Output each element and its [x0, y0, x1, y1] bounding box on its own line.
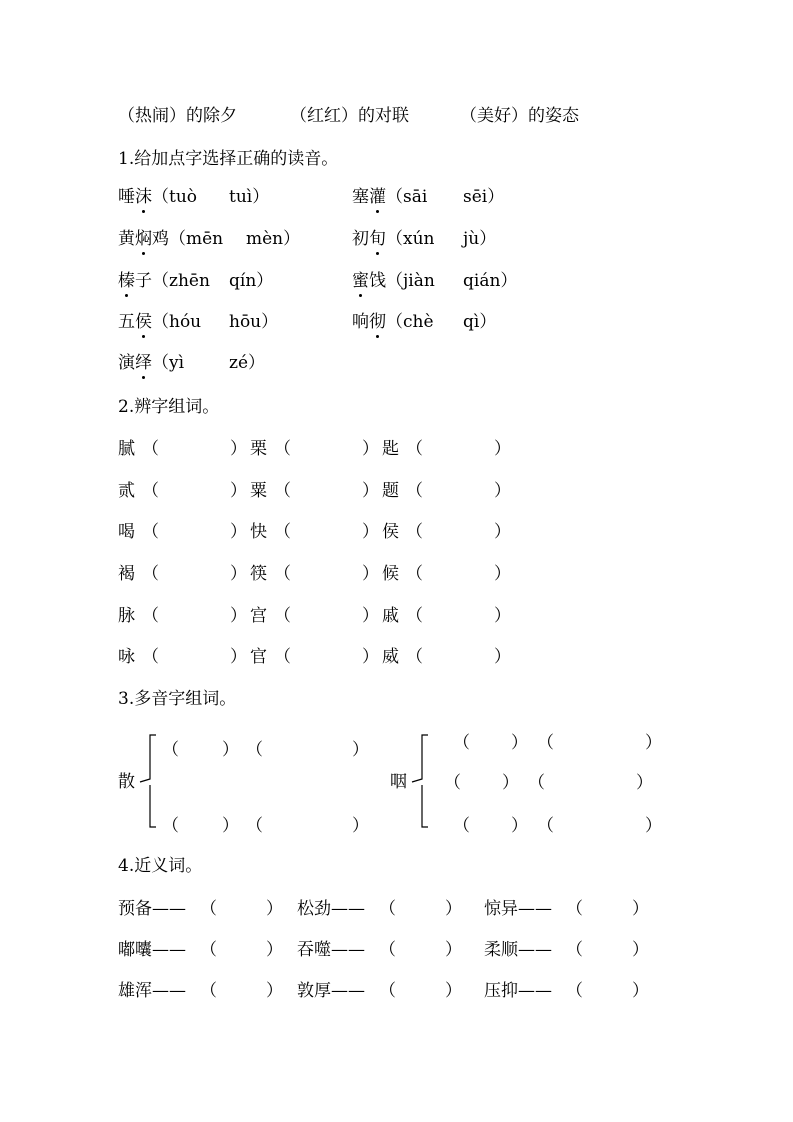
paren-open: （	[162, 816, 179, 836]
word-blank[interactable]	[428, 563, 498, 585]
word-blank[interactable]	[428, 438, 498, 460]
paren-close: ）	[500, 271, 518, 291]
section-title: 3.多音字组词。	[118, 689, 237, 709]
dotted-char: 沫	[135, 187, 152, 207]
synonym-prompt: 惊异——	[484, 899, 552, 919]
paren-close: ）	[445, 940, 462, 960]
synonym-prompt: 预备——	[118, 899, 186, 919]
word-char: 初	[352, 229, 369, 249]
word-blank[interactable]	[164, 521, 234, 543]
paren-open: （	[274, 522, 291, 542]
paren-open: （	[142, 564, 159, 584]
word-blank[interactable]	[544, 772, 632, 794]
paren-close: ）	[362, 606, 379, 626]
dotted-char-wrap	[135, 352, 152, 374]
char-to-group: 威	[382, 647, 399, 667]
word-blank[interactable]	[553, 732, 641, 754]
paren-open: （	[200, 899, 217, 919]
paren-open: （	[246, 816, 263, 836]
word-char: 饯	[369, 271, 386, 291]
pinyin-option[interactable]: jù	[463, 229, 480, 249]
word-blank[interactable]	[296, 438, 366, 460]
paren-open: （	[142, 522, 159, 542]
paren-close: ）	[352, 816, 369, 836]
paren-open: （	[152, 312, 169, 332]
paren-close: ）	[266, 940, 283, 960]
pinyin-item	[352, 186, 504, 208]
dotted-char: 侯	[135, 312, 152, 332]
word-blank[interactable]	[164, 438, 234, 460]
paren-close: ）	[494, 481, 511, 501]
paren-close: ）	[636, 773, 653, 793]
dotted-char: 焖	[135, 229, 152, 249]
pinyin-item	[352, 270, 517, 292]
section-title: 1.给加点字选择正确的读音。	[118, 149, 339, 169]
paren-open: （	[537, 733, 554, 753]
synonym-prompt: 嘟囔——	[118, 940, 186, 960]
synonym-blank[interactable]	[218, 939, 268, 961]
paren-close: ）	[494, 606, 511, 626]
header-phrase: （热闹）的除夕	[118, 106, 237, 126]
dotted-char: 彻	[369, 312, 386, 332]
word-blank[interactable]	[296, 480, 366, 502]
paren-close: ）	[494, 522, 511, 542]
paren-close: ）	[222, 740, 239, 760]
dotted-char: 灌	[369, 187, 386, 207]
paren-close: ）	[248, 353, 266, 373]
paren-open: （	[142, 647, 159, 667]
pinyin-option[interactable]: sēi	[463, 187, 488, 207]
pinyin-option[interactable]: hōu	[229, 312, 262, 332]
paren-close: ）	[266, 981, 283, 1001]
paren-open: （	[528, 773, 545, 793]
emphasis-dot	[359, 294, 362, 297]
paren-open: （	[200, 981, 217, 1001]
emphasis-dot	[376, 252, 379, 255]
word-blank[interactable]	[296, 646, 366, 668]
char-to-group: 快	[250, 522, 267, 542]
word-blank[interactable]	[296, 605, 366, 627]
word-blank[interactable]	[428, 521, 498, 543]
char-to-group: 褐	[118, 564, 135, 584]
pinyin-item	[352, 311, 496, 333]
char-to-group: 题	[382, 481, 399, 501]
emphasis-dot	[142, 210, 145, 213]
paren-open: （	[453, 733, 470, 753]
word-blank[interactable]	[178, 739, 224, 761]
paren-open: （	[379, 981, 396, 1001]
polyphone-char: 咽	[390, 772, 407, 792]
paren-open: （	[142, 439, 159, 459]
paren-open: （	[152, 187, 169, 207]
paren-open: （	[406, 564, 423, 584]
word-char: 演	[118, 353, 135, 373]
paren-open: （	[274, 481, 291, 501]
word-blank[interactable]	[296, 563, 366, 585]
char-wrap	[118, 352, 135, 374]
paren-open: （	[406, 647, 423, 667]
pinyin-option[interactable]: hóu	[169, 312, 202, 332]
word-blank[interactable]	[178, 815, 224, 837]
word-blank[interactable]	[164, 480, 234, 502]
synonym-blank[interactable]	[584, 939, 634, 961]
paren-open: （	[169, 229, 186, 249]
dotted-char-wrap	[369, 186, 386, 208]
paren-close: ）	[487, 187, 505, 207]
word-char: 塞	[352, 187, 369, 207]
pinyin-item	[118, 311, 278, 333]
char-wrap	[118, 228, 135, 250]
word-blank[interactable]	[262, 739, 352, 761]
synonym-prompt: 敦厚——	[297, 981, 365, 1001]
paren-open: （	[406, 522, 423, 542]
synonym-prompt: 吞噬——	[297, 940, 365, 960]
char-to-group: 筷	[250, 564, 267, 584]
paren-close: ）	[494, 647, 511, 667]
paren-close: ）	[230, 522, 247, 542]
paren-open: （	[386, 312, 403, 332]
pinyin-option[interactable]: tuì	[229, 187, 253, 207]
word-blank[interactable]	[428, 480, 498, 502]
paren-close: ）	[222, 816, 239, 836]
pinyin-option[interactable]: chè	[403, 312, 434, 332]
paren-close: ）	[511, 816, 528, 836]
emphasis-dot	[142, 376, 145, 379]
section-title: 4.近义词。	[118, 856, 203, 876]
paren-close: ）	[494, 564, 511, 584]
emphasis-dot	[125, 294, 128, 297]
pinyin-option[interactable]: mēn	[186, 229, 224, 249]
synonym-blank[interactable]	[218, 980, 268, 1002]
char-to-group: 宫	[250, 606, 267, 626]
emphasis-dot	[376, 210, 379, 213]
char-to-group: 喝	[118, 522, 135, 542]
char-wrap	[135, 270, 152, 292]
emphasis-dot	[142, 252, 145, 255]
synonym-blank[interactable]	[397, 939, 447, 961]
synonym-blank[interactable]	[218, 898, 268, 920]
paren-close: ）	[362, 439, 379, 459]
char-to-group: 官	[250, 647, 267, 667]
word-char: 子	[135, 271, 152, 291]
word-blank[interactable]	[164, 646, 234, 668]
paren-close: ）	[645, 733, 662, 753]
synonym-prompt: 雄浑——	[118, 981, 186, 1001]
char-to-group: 匙	[382, 439, 399, 459]
synonym-prompt: 压抑——	[484, 981, 552, 1001]
paren-open: （	[386, 229, 403, 249]
paren-close: ）	[479, 229, 497, 249]
paren-open: （	[406, 606, 423, 626]
pinyin-option[interactable]: qín	[229, 271, 257, 291]
header-phrase: （红红）的对联	[290, 106, 409, 126]
dotted-char-wrap	[369, 228, 386, 250]
paren-open: （	[274, 564, 291, 584]
synonym-blank[interactable]	[584, 898, 634, 920]
pinyin-item	[352, 228, 496, 250]
pinyin-option[interactable]: jiàn	[403, 271, 435, 291]
paren-close: ）	[256, 271, 274, 291]
paren-open: （	[162, 740, 179, 760]
pinyin-item	[118, 186, 269, 208]
paren-open: （	[142, 481, 159, 501]
paren-close: ）	[230, 439, 247, 459]
paren-open: （	[566, 981, 583, 1001]
paren-close: ）	[362, 522, 379, 542]
word-char: 唾	[118, 187, 135, 207]
char-to-group: 候	[382, 564, 399, 584]
paren-open: （	[152, 353, 169, 373]
paren-close: ）	[511, 733, 528, 753]
dotted-char-wrap	[369, 311, 386, 333]
paren-open: （	[200, 940, 217, 960]
paren-close: ）	[632, 981, 649, 1001]
paren-close: ）	[362, 647, 379, 667]
paren-close: ）	[445, 899, 462, 919]
synonym-blank[interactable]	[584, 980, 634, 1002]
paren-close: ）	[362, 481, 379, 501]
paren-open: （	[379, 940, 396, 960]
paren-open: （	[406, 481, 423, 501]
paren-close: ）	[362, 564, 379, 584]
dotted-char-wrap	[352, 270, 369, 292]
paren-close: ）	[252, 187, 270, 207]
paren-open: （	[274, 606, 291, 626]
synonym-blank[interactable]	[397, 898, 447, 920]
pinyin-option[interactable]: qián	[463, 271, 501, 291]
pinyin-option[interactable]: yì	[169, 353, 185, 373]
emphasis-dot	[376, 335, 379, 338]
paren-close: ）	[230, 564, 247, 584]
pinyin-option[interactable]: sāi	[403, 187, 428, 207]
synonym-blank[interactable]	[397, 980, 447, 1002]
paren-open: （	[246, 740, 263, 760]
word-blank[interactable]	[471, 815, 515, 837]
polyphone-char: 散	[118, 772, 135, 792]
char-to-group: 腻	[118, 439, 135, 459]
word-blank[interactable]	[428, 605, 498, 627]
paren-close: ）	[502, 773, 519, 793]
word-char: 五	[118, 312, 135, 332]
paren-close: ）	[645, 816, 662, 836]
char-wrap	[352, 228, 369, 250]
paren-open: （	[444, 773, 461, 793]
word-blank[interactable]	[164, 605, 234, 627]
char-to-group: 贰	[118, 481, 135, 501]
paren-close: ）	[494, 439, 511, 459]
word-char: 鸡	[152, 229, 169, 249]
word-blank[interactable]	[164, 563, 234, 585]
word-blank[interactable]	[262, 815, 352, 837]
char-wrap	[118, 186, 135, 208]
pinyin-option[interactable]: qì	[463, 312, 480, 332]
word-blank[interactable]	[553, 815, 641, 837]
paren-open: （	[142, 606, 159, 626]
paren-open: （	[386, 271, 403, 291]
brace-bracket	[410, 733, 440, 829]
pinyin-option[interactable]: zhēn	[169, 271, 210, 291]
paren-close: ）	[230, 606, 247, 626]
paren-close: ）	[230, 481, 247, 501]
pinyin-item	[118, 270, 273, 292]
word-char: 响	[352, 312, 369, 332]
dotted-char-wrap	[135, 228, 152, 250]
header-phrase: （美好）的姿态	[460, 106, 579, 126]
char-wrap	[352, 186, 369, 208]
paren-open: （	[274, 647, 291, 667]
char-to-group: 侯	[382, 522, 399, 542]
paren-open: （	[453, 816, 470, 836]
paren-open: （	[379, 899, 396, 919]
char-to-group: 戚	[382, 606, 399, 626]
paren-close: ）	[479, 312, 497, 332]
dotted-char: 榛	[118, 271, 135, 291]
paren-close: ）	[445, 981, 462, 1001]
paren-open: （	[566, 899, 583, 919]
paren-close: ）	[283, 229, 301, 249]
word-blank[interactable]	[428, 646, 498, 668]
paren-close: ）	[352, 740, 369, 760]
pinyin-option[interactable]: mèn	[246, 229, 284, 249]
paren-open: （	[274, 439, 291, 459]
paren-open: （	[152, 271, 169, 291]
paren-open: （	[566, 940, 583, 960]
word-blank[interactable]	[462, 772, 506, 794]
dotted-char-wrap	[135, 186, 152, 208]
paren-open: （	[406, 439, 423, 459]
pinyin-option[interactable]: tuò	[169, 187, 198, 207]
paren-open: （	[386, 187, 403, 207]
dotted-char: 绎	[135, 353, 152, 373]
char-wrap	[352, 311, 369, 333]
pinyin-option[interactable]: xún	[403, 229, 435, 249]
pinyin-item	[118, 228, 300, 250]
dotted-char-wrap	[135, 311, 152, 333]
paren-close: ）	[230, 647, 247, 667]
char-to-group: 粟	[250, 481, 267, 501]
char-to-group: 咏	[118, 647, 135, 667]
dotted-char: 蜜	[352, 271, 369, 291]
paren-close: ）	[632, 899, 649, 919]
synonym-prompt: 松劲——	[297, 899, 365, 919]
char-to-group: 栗	[250, 439, 267, 459]
dotted-char: 旬	[369, 229, 386, 249]
word-blank[interactable]	[296, 521, 366, 543]
pinyin-item	[118, 352, 265, 374]
section-title: 2.辨字组词。	[118, 397, 220, 417]
synonym-prompt: 柔顺——	[484, 940, 552, 960]
paren-close: ）	[632, 940, 649, 960]
word-blank[interactable]	[471, 732, 515, 754]
char-wrap	[369, 270, 386, 292]
dotted-char-wrap	[118, 270, 135, 292]
paren-close: ）	[261, 312, 279, 332]
emphasis-dot	[142, 335, 145, 338]
char-wrap	[118, 311, 135, 333]
word-char: 黄	[118, 229, 135, 249]
paren-close: ）	[266, 899, 283, 919]
char-wrap	[152, 228, 169, 250]
paren-open: （	[537, 816, 554, 836]
char-to-group: 脉	[118, 606, 135, 626]
pinyin-option[interactable]: zé	[229, 353, 249, 373]
